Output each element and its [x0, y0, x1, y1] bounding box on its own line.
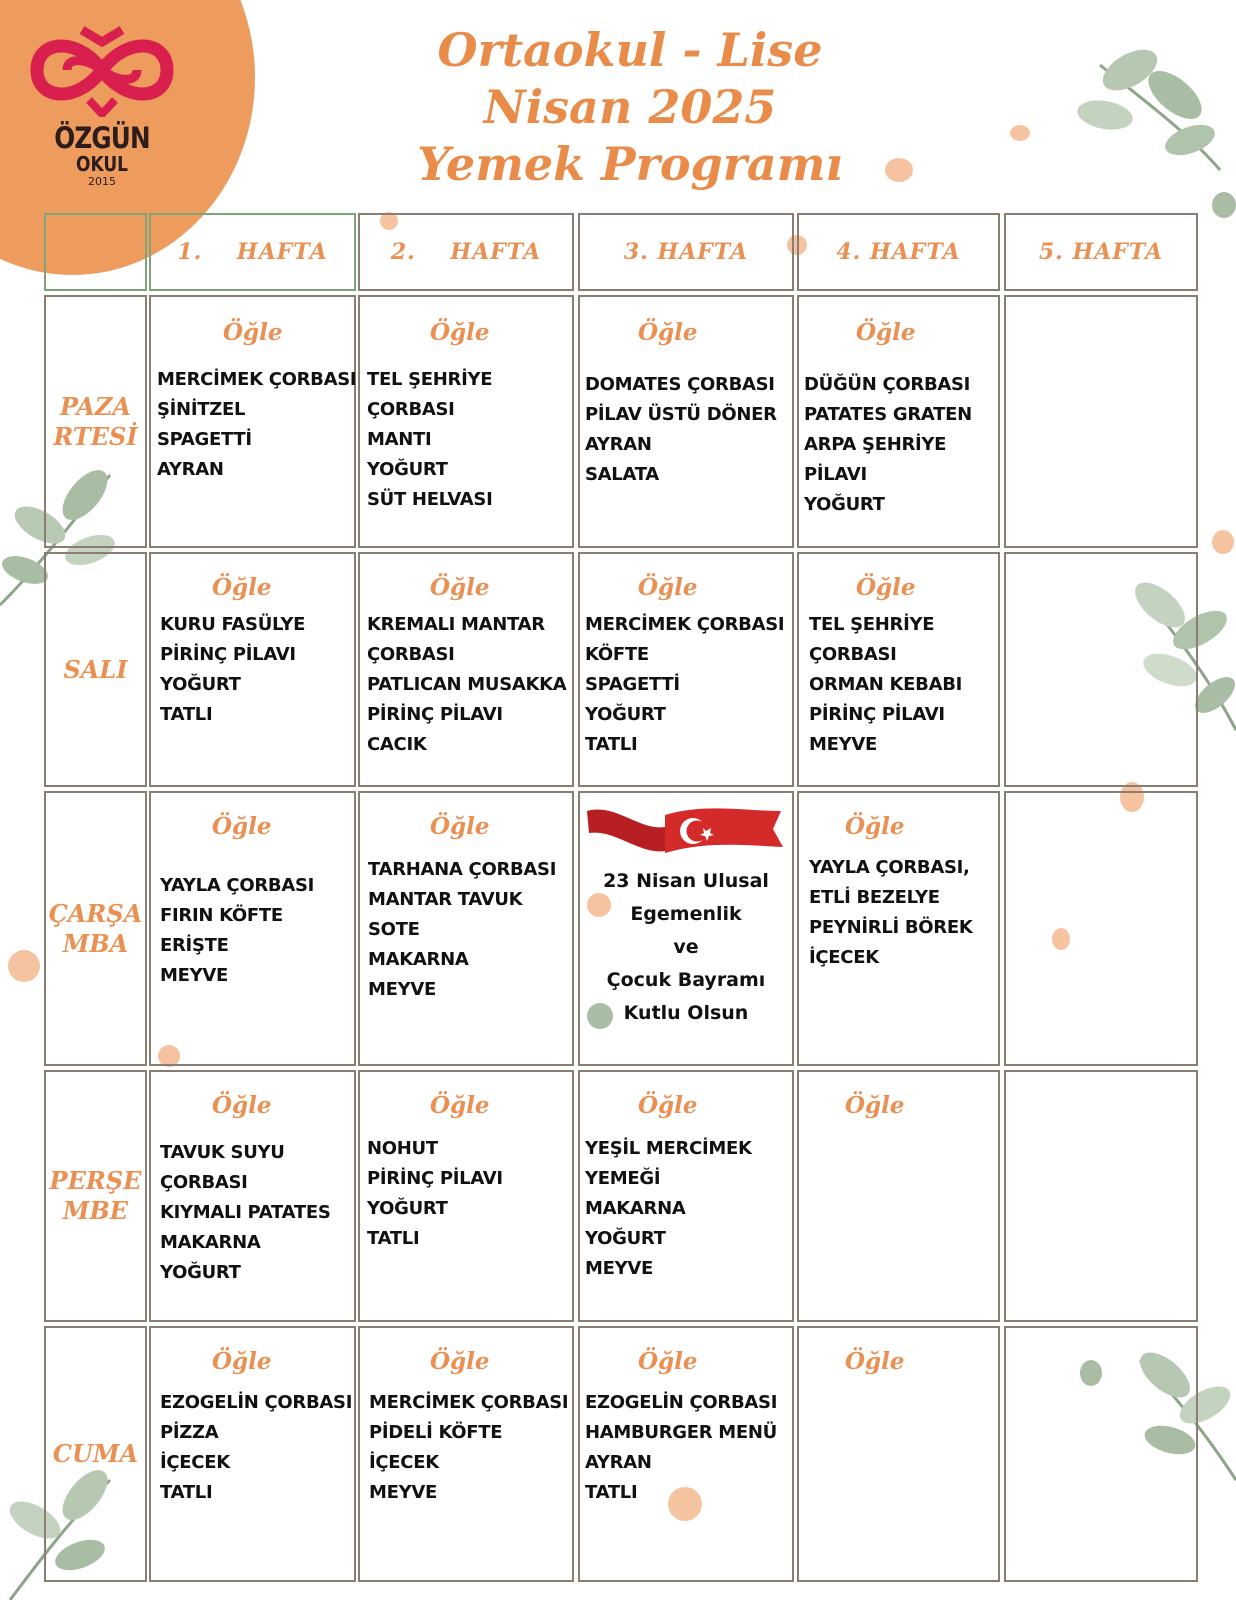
- menu-item: MEYVE: [368, 979, 436, 1000]
- menu-item: YOĞURT: [367, 1198, 448, 1219]
- menu-cell: [797, 791, 1000, 1066]
- menu-cell: [578, 295, 794, 548]
- menu-item: MEYVE: [809, 734, 877, 755]
- menu-item: SÜT HELVASI: [367, 489, 493, 510]
- week-header-4: [797, 213, 1000, 291]
- menu-item: MAKARNA: [585, 1198, 686, 1219]
- meal-label: Öğle: [430, 813, 490, 840]
- menu-cell: [578, 1070, 794, 1322]
- menu-item: SPAGETTİ: [585, 674, 680, 695]
- holiday-line: Kutlu Olsun: [623, 1002, 749, 1024]
- menu-item: ÇORBASI: [367, 644, 455, 665]
- menu-list: [368, 855, 556, 1005]
- menu-item: MERCİMEK ÇORBASI: [585, 614, 785, 635]
- meal-label: Öğle: [212, 574, 272, 601]
- menu-list: [160, 871, 314, 991]
- menu-item: YEŞİL MERCİMEK: [585, 1138, 752, 1159]
- menu-item: İÇECEK: [369, 1452, 439, 1473]
- header-corner-cell: [44, 213, 147, 291]
- menu-item: EZOGELİN ÇORBASI: [160, 1392, 353, 1413]
- week-header-1: [149, 213, 356, 291]
- menu-item: YOĞURT: [804, 494, 885, 515]
- menu-item: TARHANA ÇORBASI: [368, 859, 557, 880]
- day-cell-sali: [44, 552, 147, 787]
- menu-item: ÇORBASI: [367, 399, 455, 420]
- menu-list: [809, 610, 962, 760]
- menu-item: YOĞURT: [367, 459, 448, 480]
- menu-list: [160, 1138, 330, 1288]
- menu-item: MEYVE: [369, 1482, 437, 1503]
- day-label: CUMA: [52, 1439, 139, 1468]
- week-header-label: 3. HAFTA: [623, 239, 749, 265]
- menu-item: FIRIN KÖFTE: [160, 905, 283, 926]
- menu-cell: [358, 295, 574, 548]
- title-line-2: Nisan 2025: [483, 80, 777, 134]
- menu-item: PİRİNÇ PİLAVI: [809, 704, 945, 725]
- meal-label: Öğle: [212, 1348, 272, 1375]
- menu-item: DOMATES ÇORBASI: [585, 374, 775, 395]
- empty-cell: [1004, 791, 1198, 1066]
- decor-dot: [8, 950, 40, 982]
- menu-item: ERİŞTE: [160, 935, 229, 956]
- menu-item: PİLAV ÜSTÜ DÖNER: [585, 404, 777, 425]
- turkish-flag-icon: [585, 801, 787, 857]
- menu-item: PİDELİ KÖFTE: [369, 1422, 503, 1443]
- menu-list: [585, 1134, 752, 1284]
- day-cell-carsamba: [44, 791, 147, 1066]
- day-label: SALI: [63, 654, 128, 684]
- menu-item: TATLI: [367, 1228, 420, 1249]
- week-header-label: 5. HAFTA: [1038, 239, 1164, 265]
- menu-item: YOĞURT: [160, 674, 241, 695]
- menu-item: SPAGETTİ: [157, 429, 252, 450]
- menu-item: YAYLA ÇORBASI,: [809, 857, 970, 878]
- page-title: [380, 22, 880, 193]
- decor-dot: [1212, 530, 1234, 554]
- menu-item: ÇORBASI: [809, 644, 897, 665]
- menu-item: ORMAN KEBABI: [809, 674, 963, 695]
- menu-item: PİRİNÇ PİLAVI: [160, 644, 296, 665]
- menu-item: TATLI: [160, 1482, 213, 1503]
- menu-item: İÇECEK: [160, 1452, 230, 1473]
- holiday-message: [580, 865, 792, 1030]
- day-label: ÇARŞA MBA: [48, 898, 143, 958]
- meal-label: Öğle: [430, 574, 490, 601]
- menu-item: MERCİMEK ÇORBASI: [369, 1392, 569, 1413]
- decor-dot: [885, 158, 913, 182]
- infinity-logo-icon: [27, 22, 177, 117]
- menu-item: TATLI: [160, 704, 213, 725]
- menu-item: AYRAN: [585, 1452, 652, 1473]
- week-header-label: 1. HAFTA: [177, 239, 328, 265]
- meal-label: Öğle: [638, 1348, 698, 1375]
- menu-item: AYRAN: [585, 434, 652, 455]
- menu-cell: [358, 552, 574, 787]
- menu-item: KREMALI MANTAR: [367, 614, 545, 635]
- menu-list: [804, 370, 972, 520]
- holiday-cell: [578, 791, 794, 1066]
- school-logo: [22, 22, 182, 212]
- meal-label: Öğle: [638, 1092, 698, 1119]
- meal-label: Öğle: [845, 813, 905, 840]
- empty-cell: [1004, 295, 1198, 548]
- title-line-3: Yemek Programı: [417, 137, 843, 191]
- menu-list: [367, 365, 492, 515]
- menu-cell: [358, 791, 574, 1066]
- meal-label: Öğle: [845, 1092, 905, 1119]
- decor-dot: [1212, 192, 1236, 218]
- menu-list: [809, 853, 973, 973]
- menu-cell: [149, 791, 356, 1066]
- week-header-3: [578, 213, 794, 291]
- holiday-line: 23 Nisan Ulusal: [603, 870, 769, 892]
- menu-list: [160, 1388, 352, 1508]
- menu-item: PİLAVI: [804, 464, 867, 485]
- menu-list: [585, 370, 777, 490]
- menu-item: TATLI: [585, 1482, 638, 1503]
- menu-item: EZOGELİN ÇORBASI: [585, 1392, 778, 1413]
- menu-item: NOHUT: [367, 1138, 438, 1159]
- menu-item: TEL ŞEHRİYE: [809, 614, 935, 635]
- holiday-line: ve: [673, 936, 699, 958]
- week-header-2: [358, 213, 574, 291]
- menu-list: [160, 610, 305, 730]
- menu-cell: [149, 1326, 356, 1582]
- menu-item: DÜĞÜN ÇORBASI: [804, 374, 971, 395]
- menu-item: TAVUK SUYU: [160, 1142, 285, 1163]
- menu-cell: [797, 1326, 1000, 1582]
- title-line-1: Ortaokul - Lise: [437, 23, 823, 77]
- menu-list: [157, 365, 356, 485]
- menu-item: YOĞURT: [585, 1228, 666, 1249]
- week-header-label: 2. HAFTA: [390, 239, 542, 265]
- menu-item: ÇORBASI: [160, 1172, 248, 1193]
- menu-cell: [797, 295, 1000, 548]
- menu-cell: [149, 1070, 356, 1322]
- menu-item: MAKARNA: [368, 949, 469, 970]
- meal-label: Öğle: [430, 1348, 490, 1375]
- menu-item: MAKARNA: [160, 1232, 261, 1253]
- menu-cell: [149, 552, 356, 787]
- menu-cell: [358, 1070, 574, 1322]
- menu-item: HAMBURGER MENÜ: [585, 1422, 777, 1443]
- leaf-sprig-icon: [1060, 25, 1230, 175]
- menu-item: TATLI: [585, 734, 638, 755]
- menu-list: [367, 610, 566, 760]
- meal-label: Öğle: [430, 319, 490, 346]
- menu-cell: [578, 1326, 794, 1582]
- menu-item: PİZZA: [160, 1422, 219, 1443]
- meal-label: Öğle: [856, 319, 916, 346]
- menu-cell: [149, 295, 356, 548]
- meal-label: Öğle: [638, 319, 698, 346]
- meal-label: Öğle: [845, 1348, 905, 1375]
- menu-item: PATLICAN MUSAKKA: [367, 674, 567, 695]
- menu-list: [585, 610, 784, 760]
- day-cell-pazartesi: [44, 295, 147, 548]
- menu-item: AYRAN: [157, 459, 224, 480]
- menu-item: İÇECEK: [809, 947, 879, 968]
- menu-item: PİRİNÇ PİLAVI: [367, 704, 503, 725]
- week-header-label: 4. HAFTA: [836, 239, 961, 265]
- holiday-line: Çocuk Bayramı: [606, 969, 766, 991]
- menu-cell: [578, 552, 794, 787]
- menu-cell: [797, 1070, 1000, 1322]
- menu-item: KÖFTE: [585, 644, 649, 665]
- menu-item: YAYLA ÇORBASI: [160, 875, 315, 896]
- menu-list: [585, 1388, 777, 1508]
- menu-item: CACIK: [367, 734, 427, 755]
- menu-item: YOĞURT: [160, 1262, 241, 1283]
- day-label: PAZA RTESİ: [53, 391, 138, 451]
- menu-item: MANTAR TAVUK: [368, 889, 523, 910]
- menu-item: MERCİMEK ÇORBASI: [157, 369, 357, 390]
- meal-label: Öğle: [856, 574, 916, 601]
- logo-name: ÖZGÜN: [54, 121, 150, 155]
- menu-item: ETLİ BEZELYE: [809, 887, 940, 908]
- empty-cell: [1004, 1326, 1198, 1582]
- menu-item: MANTI: [367, 429, 432, 450]
- holiday-line: Egemenlik: [630, 903, 742, 925]
- menu-list: [367, 1134, 503, 1254]
- menu-item: PEYNİRLİ BÖREK: [809, 917, 973, 938]
- meal-label: Öğle: [212, 1092, 272, 1119]
- meal-label: Öğle: [638, 574, 698, 601]
- week-header-5: [1004, 213, 1198, 291]
- logo-subtitle: OKUL: [76, 152, 128, 176]
- logo-year: 2015: [88, 175, 116, 188]
- decor-dot: [1010, 125, 1030, 141]
- empty-cell: [1004, 1070, 1198, 1322]
- menu-item: MEYVE: [585, 1258, 653, 1279]
- menu-item: SOTE: [368, 919, 420, 940]
- empty-cell: [1004, 552, 1198, 787]
- menu-item: PATATES GRATEN: [804, 404, 972, 425]
- day-cell-persembe: [44, 1070, 147, 1322]
- meal-label: Öğle: [223, 319, 283, 346]
- menu-item: ŞİNİTZEL: [157, 399, 246, 420]
- menu-item: YEMEĞİ: [585, 1168, 661, 1189]
- menu-item: PİRİNÇ PİLAVI: [367, 1168, 503, 1189]
- menu-cell: [797, 552, 1000, 787]
- meal-label: Öğle: [212, 813, 272, 840]
- day-label: PERŞE MBE: [49, 1166, 142, 1225]
- menu-list: [369, 1388, 568, 1508]
- meal-label: Öğle: [430, 1092, 490, 1119]
- menu-item: KIYMALI PATATES: [160, 1202, 331, 1223]
- menu-item: TEL ŞEHRİYE: [367, 369, 493, 390]
- menu-item: YOĞURT: [585, 704, 666, 725]
- menu-item: ARPA ŞEHRİYE: [804, 434, 947, 455]
- menu-item: MEYVE: [160, 965, 228, 986]
- menu-item: KURU FASÜLYE: [160, 614, 306, 635]
- menu-cell: [358, 1326, 574, 1582]
- day-cell-cuma: [44, 1326, 147, 1582]
- menu-item: SALATA: [585, 464, 659, 485]
